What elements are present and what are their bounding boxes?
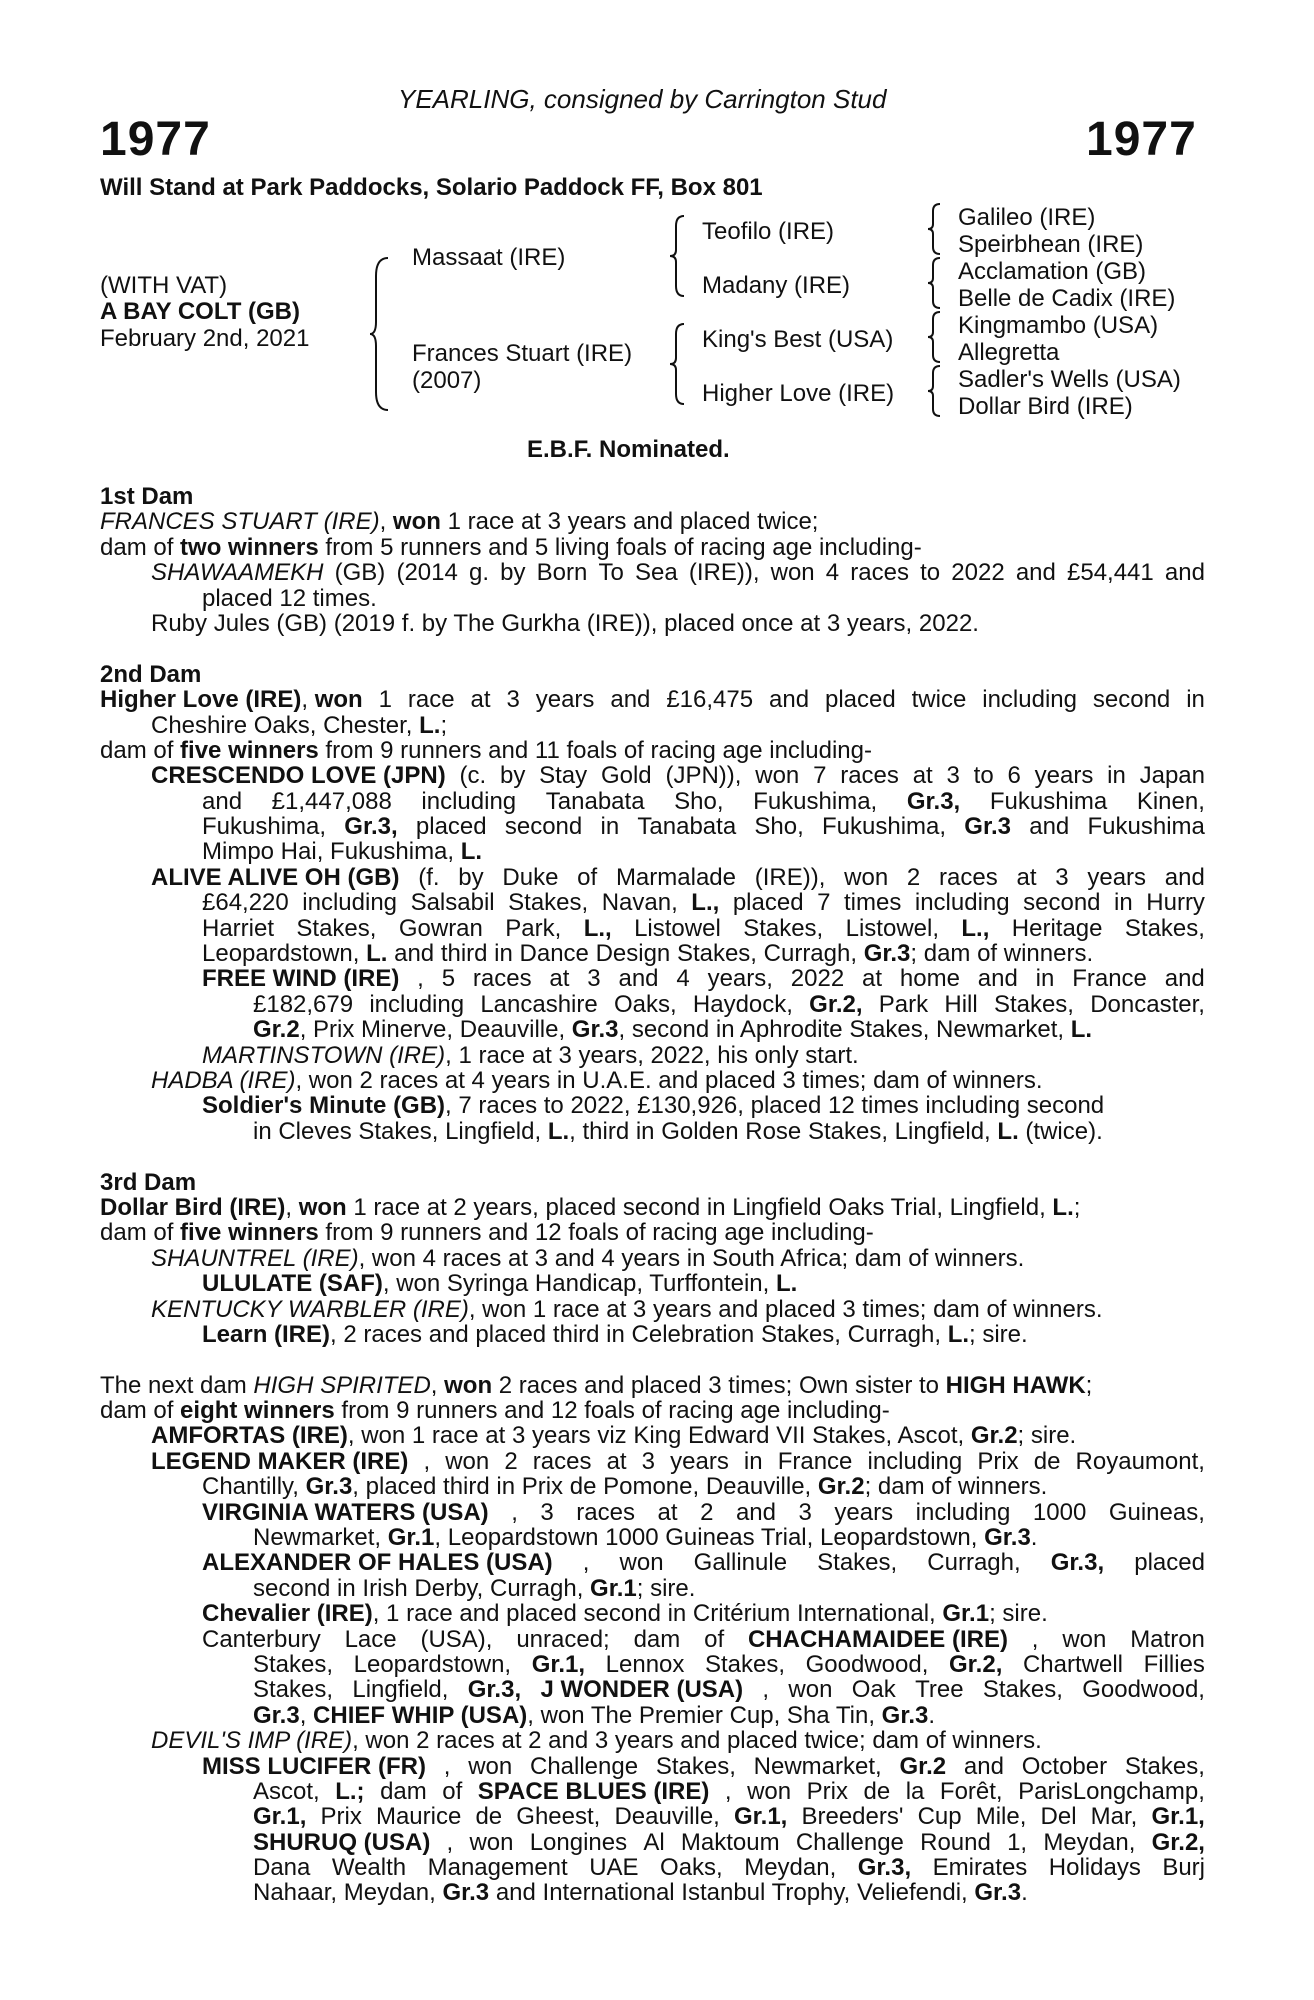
- foaling-date: February 2nd, 2021: [100, 325, 310, 352]
- brace-higher-love: [928, 364, 944, 418]
- text-line: Gr.2, Prix Minerve, Deauville, Gr.3, second in Aphrodite Stakes, Newmarket, L.: [253, 1016, 1093, 1044]
- text-line: Chevalier (IRE), 1 race and placed second in Critérium International, Gr.1; sire.: [202, 1600, 1048, 1628]
- text-line: Higher Love (IRE), won 1 race at 3 years and £16,475 and placed twice including second in: [100, 686, 1205, 714]
- text-line: SHAWAAMEKH (GB) (2014 g. by Born To Sea (IRE)), won 4 races to 2022 and £54,441 and: [151, 559, 1205, 587]
- text-line: £64,220 including Salsabil Stakes, Navan, L., placed 7 times including second in Hurry: [202, 889, 1205, 917]
- text-line: Soldier's Minute (GB), 7 races to 2022, £130,926, placed 12 times including second: [202, 1092, 1105, 1120]
- text-line: Fukushima, Gr.3, placed second in Tanabata Sho, Fukushima, Gr.3 and Fukushima: [202, 813, 1205, 841]
- text-line: Dana Wealth Management UAE Oaks, Meydan, Gr.3, Emirates Holidays Burj: [253, 1854, 1205, 1882]
- vat-note: (WITH VAT): [100, 272, 228, 299]
- text-line: ALEXANDER OF HALES (USA) , won Gallinule Stakes, Curragh, Gr.3, placed: [202, 1549, 1205, 1577]
- text-line: £182,679 including Lancashire Oaks, Haydock, Gr.2, Park Hill Stakes, Doncaster,: [253, 990, 1205, 1018]
- text-line: MARTINSTOWN (IRE), 1 race at 3 years, 2022, his only start.: [202, 1041, 859, 1069]
- text-line: Leopardstown, L. and third in Dance Design Stakes, Curragh, Gr.3; dam of winners.: [202, 940, 1094, 968]
- text-line: second in Irish Derby, Curragh, Gr.1; sire.: [253, 1574, 696, 1602]
- text-line: Canterbury Lace (USA), unraced; dam of CHACHAMAIDEE (IRE) , won Matron: [202, 1625, 1205, 1653]
- text-line: DEVIL'S IMP (IRE), won 2 races at 2 and 3 years and placed twice; dam of winners.: [151, 1727, 1042, 1755]
- text-line: dam of five winners from 9 runners and 11 foals of racing age including-: [100, 736, 872, 764]
- text-line: AMFORTAS (IRE), won 1 race at 3 years viz King Edward VII Stakes, Ascot, Gr.2; sire.: [151, 1422, 1077, 1450]
- pedigree-sire: Massaat (IRE): [412, 244, 566, 271]
- text-line: in Cleves Stakes, Lingfield, L., third in Golden Rose Stakes, Lingfield, L. (twice).: [253, 1117, 1103, 1145]
- brace-kings-best: [928, 310, 944, 364]
- brace-madany: [928, 256, 944, 310]
- pedigree-dam-sire: King's Best (USA): [702, 326, 894, 353]
- text-line: The next dam HIGH SPIRITED, won 2 races and placed 3 times; Own sister to HIGH HAWK;: [100, 1371, 1093, 1399]
- text-line: Stakes, Lingfield, Gr.3, J WONDER (USA) , won Oak Tree Stakes, Goodwood,: [253, 1676, 1205, 1704]
- text-line: LEGEND MAKER (IRE) , won 2 races at 3 years in France including Prix de Royaumont,: [151, 1447, 1205, 1475]
- text-line: HADBA (IRE), won 2 races at 4 years in U.A.E. and placed 3 times; dam of winners.: [151, 1066, 1043, 1094]
- stand-location: Will Stand at Park Paddocks, Solario Paddock FF, Box 801: [100, 174, 763, 201]
- text-line: SHAUNTREL (IRE), won 4 races at 3 and 4 years in South Africa; dam of winners.: [151, 1244, 1025, 1272]
- text-line: KENTUCKY WARBLER (IRE), won 1 race at 3 years and placed 3 times; dam of winners.: [151, 1295, 1103, 1323]
- ebf-nomination: E.B.F. Nominated.: [527, 436, 730, 463]
- text-line: Newmarket, Gr.1, Leopardstown 1000 Guineas Trial, Leopardstown, Gr.3.: [253, 1524, 1038, 1552]
- text-line: dam of five winners from 9 runners and 12 foals of racing age including-: [100, 1219, 874, 1247]
- text-line: Nahaar, Meydan, Gr.3 and International Istanbul Trophy, Veliefendi, Gr.3.: [253, 1879, 1028, 1907]
- consignment-line: YEARLING, consigned by Carrington Stud: [398, 84, 887, 114]
- text-line: dam of eight winners from 9 runners and 12 foals of racing age including-: [100, 1397, 890, 1425]
- text-line: Ruby Jules (GB) (2019 f. by The Gurkha (IRE)), placed once at 3 years, 2022.: [151, 609, 979, 637]
- text-line: ULULATE (SAF), won Syringa Handicap, Turffontein, L.: [202, 1270, 798, 1298]
- text-line: MISS LUCIFER (FR) , won Challenge Stakes, Newmarket, Gr.2 and October Stakes,: [202, 1752, 1205, 1780]
- pedigree-g7: Sadler's Wells (USA): [958, 366, 1181, 393]
- text-line: dam of two winners from 5 runners and 5 living foals of racing age including-: [100, 533, 922, 561]
- family-record: [100, 484, 1205, 1906]
- text-line: CRESCENDO LOVE (JPN) (c. by Stay Gold (JPN)), won 7 races at 3 to 6 years in Japan: [151, 762, 1205, 790]
- pedigree-g6: Allegretta: [958, 339, 1060, 366]
- lot-number-left: 1977: [100, 113, 211, 166]
- text-line: Chantilly, Gr.3, placed third in Prix de Pomone, Deauville, Gr.2; dam of winners.: [202, 1473, 1048, 1501]
- text-line: Gr.3, CHIEF WHIP (USA), won The Premier Cup, Sha Tin, Gr.3.: [253, 1701, 936, 1729]
- pedigree-dam-dam: Higher Love (IRE): [702, 380, 895, 407]
- pedigree-g1: Galileo (IRE): [958, 204, 1096, 231]
- pedigree-dam-year: (2007): [412, 367, 482, 394]
- text-line: and £1,447,088 including Tanabata Sho, Fukushima, Gr.3, Fukushima Kinen,: [202, 787, 1205, 815]
- text-line: FRANCES STUART (IRE), won 1 race at 3 years and placed twice;: [100, 508, 819, 536]
- pedigree-g4: Belle de Cadix (IRE): [958, 285, 1176, 312]
- pedigree-g3: Acclamation (GB): [958, 258, 1147, 285]
- text-line: Learn (IRE), 2 races and placed third in Celebration Stakes, Curragh, L.; sire.: [202, 1320, 1028, 1348]
- text-line: VIRGINIA WATERS (USA) , 3 races at 2 and 3 years including 1000 Guineas,: [202, 1498, 1205, 1526]
- section-heading-1st-dam: 1st Dam: [100, 483, 194, 510]
- brace-teofilo: [928, 202, 944, 256]
- pedigree-g2: Speirbhean (IRE): [958, 231, 1144, 258]
- section-heading-2nd-dam: 2nd Dam: [100, 660, 202, 688]
- brace-dam-line: [670, 322, 688, 406]
- horse-name: A BAY COLT (GB): [100, 298, 301, 325]
- text-line: SHURUQ (USA) , won Longines Al Maktoum Challenge Round 1, Meydan, Gr.2,: [253, 1828, 1205, 1856]
- brace-generation-1: [370, 256, 392, 412]
- text-line: Gr.1, Prix Maurice de Gheest, Deauville, Gr.1, Breeders' Cup Mile, Del Mar, Gr.1,: [253, 1803, 1205, 1831]
- text-line: FREE WIND (IRE) , 5 races at 3 and 4 years, 2022 at home and in France and: [202, 965, 1205, 993]
- text-line: Dollar Bird (IRE), won 1 race at 2 years, placed second in Lingfield Oaks Trial, Lingfield, L.;: [100, 1193, 1081, 1221]
- pedigree-dam: Frances Stuart (IRE): [412, 340, 633, 367]
- lot-number-right: 1977: [1086, 113, 1197, 166]
- text-line: Cheshire Oaks, Chester, L.;: [151, 711, 448, 739]
- text-line: placed 12 times.: [202, 584, 377, 612]
- pedigree-sire-dam: Madany (IRE): [702, 272, 851, 299]
- text-line: Harriet Stakes, Gowran Park, L., Listowel Stakes, Listowel, L., Heritage Stakes,: [202, 914, 1205, 942]
- text-line: Ascot, L.; dam of SPACE BLUES (IRE) , won Prix de la Forêt, ParisLongchamp,: [253, 1777, 1205, 1805]
- pedigree-sire-sire: Teofilo (IRE): [702, 218, 835, 245]
- section-heading-3rd-dam: 3rd Dam: [100, 1168, 197, 1196]
- pedigree-g5: Kingmambo (USA): [958, 312, 1159, 339]
- brace-sire-line: [670, 214, 688, 298]
- text-line: Stakes, Leopardstown, Gr.1, Lennox Stakes, Goodwood, Gr.2, Chartwell Fillies: [253, 1650, 1205, 1678]
- text-line: ALIVE ALIVE OH (GB) (f. by Duke of Marmalade (IRE)), won 2 races at 3 years and: [151, 863, 1205, 891]
- text-line: Mimpo Hai, Fukushima, L.: [202, 838, 483, 866]
- pedigree-g8: Dollar Bird (IRE): [958, 393, 1133, 420]
